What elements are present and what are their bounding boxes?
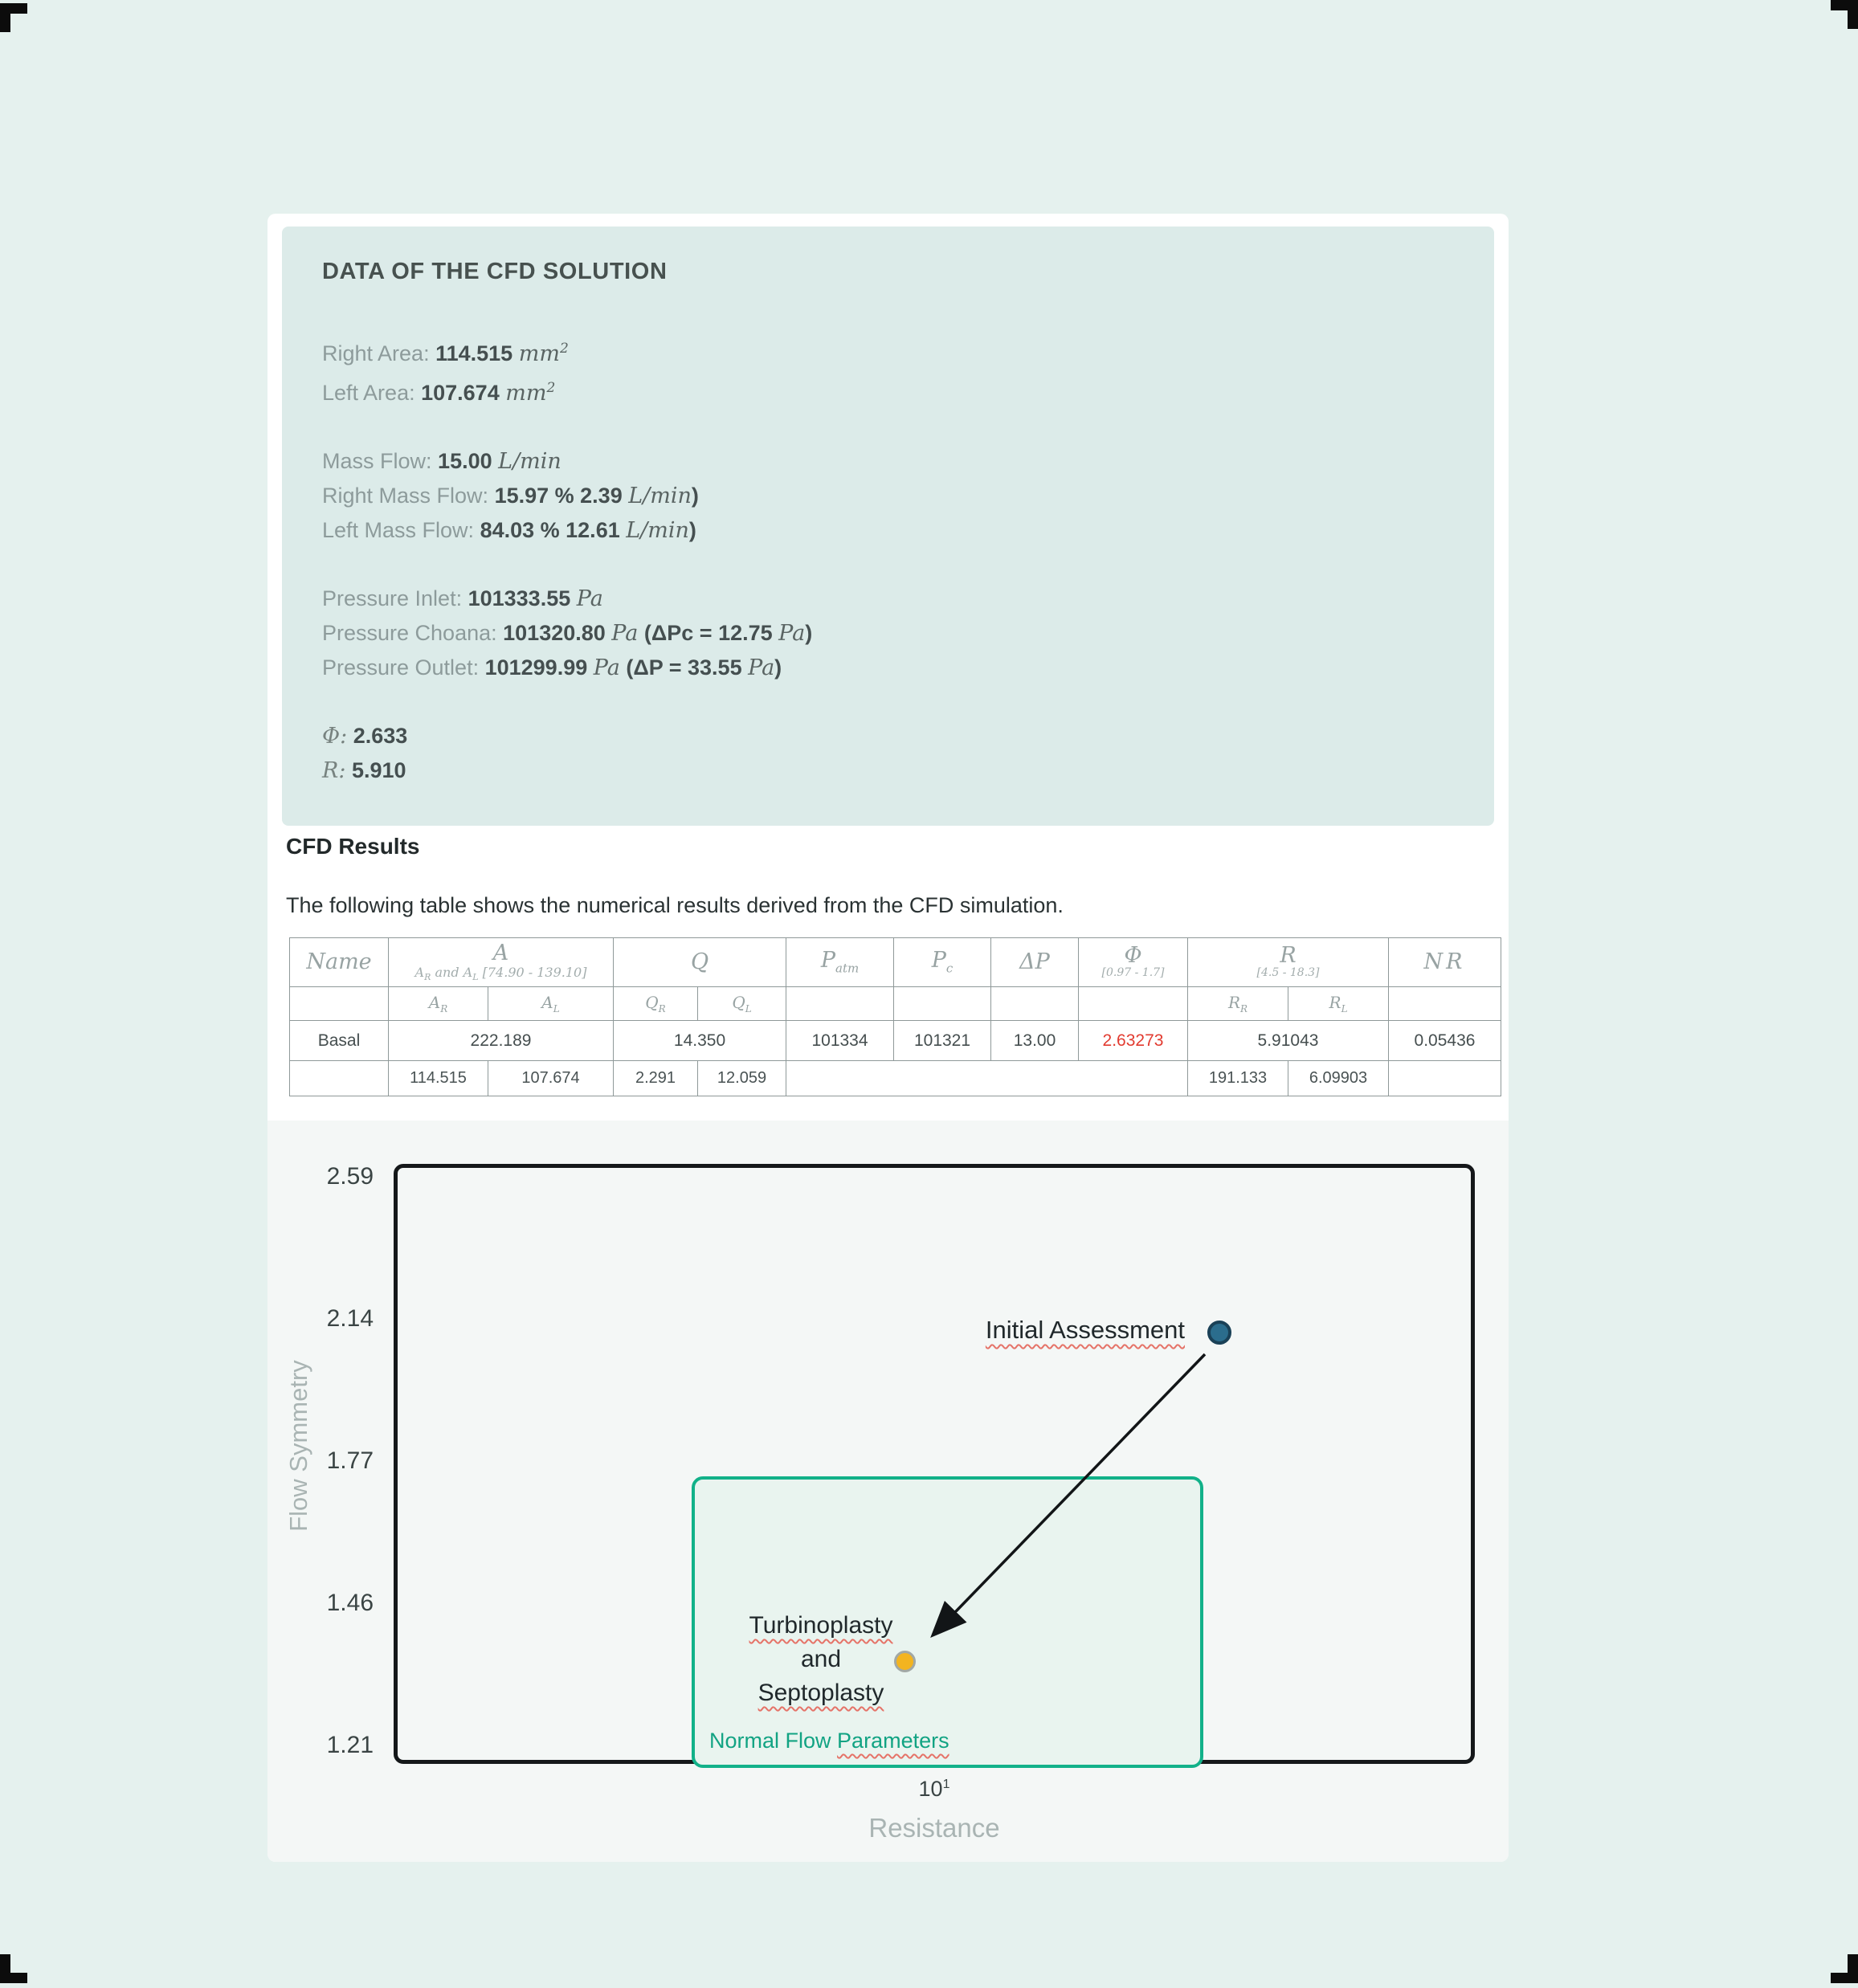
pressure-outlet-label: Pressure Outlet:: [322, 655, 480, 680]
col-dp: ΔP: [991, 938, 1079, 987]
col-resistance: R [4.5 - 18.3]: [1188, 938, 1389, 987]
detail-r-r: 191.133: [1188, 1061, 1288, 1096]
pressure-inlet-line: [322, 582, 1454, 616]
phi-line: [322, 719, 1454, 753]
results-description: The following table shows the numerical results derived from the CFD simulation.: [286, 893, 1064, 917]
basal-area: 222.189: [389, 1021, 614, 1061]
col-p-c: $P_c$: [894, 938, 991, 987]
left-area-line: [322, 371, 1454, 410]
pressure-inlet-unit: Pa: [576, 586, 603, 611]
y-tick-1-46: 1.46: [326, 1590, 374, 1616]
pressure-outlet-delta-unit: Pa: [748, 655, 775, 680]
right-mass-flow-line: [322, 479, 1454, 513]
x-tick-10: $10^1$: [918, 1777, 950, 1801]
left-mass-flow-line: [322, 513, 1454, 548]
initial-assessment-label[interactable]: Initial Assessment: [985, 1316, 1185, 1344]
left-area-value: 107.674: [421, 381, 500, 405]
pressure-outlet-value: 101299.99: [484, 655, 588, 680]
report-card: [267, 214, 1509, 1862]
right-area-label: Right Area:: [322, 341, 430, 365]
detail-r-l: 6.09903: [1288, 1061, 1389, 1096]
table-header-row: [290, 938, 1501, 987]
pressure-choana-close: ): [805, 621, 813, 645]
post-op-point[interactable]: [894, 1651, 916, 1672]
detail-a-l: 107.674: [488, 1061, 614, 1096]
y-axis-label: Flow Symmetry: [284, 1360, 312, 1532]
basal-nr: 0.05436: [1389, 1021, 1501, 1061]
crop-mark-bottom-right: [1831, 1954, 1858, 1983]
detail-q-l: 12.059: [698, 1061, 786, 1096]
post-op-label[interactable]: Turbinoplasty and Septoplasty: [749, 1612, 893, 1706]
initial-assessment-point[interactable]: [1207, 1321, 1231, 1345]
table-row-detail: [290, 1061, 1501, 1096]
y-tick-1-21: 1.21: [326, 1732, 374, 1758]
mass-flow-label: Mass Flow:: [322, 449, 432, 473]
pressure-outlet-unit: Pa: [593, 655, 620, 680]
detail-q-r: 2.291: [614, 1061, 698, 1096]
crop-mark-top-left: [0, 3, 27, 32]
right-mass-flow-suffix: ): [691, 484, 699, 508]
basal-p-atm: 101334: [786, 1021, 894, 1061]
col-phi: Φ [0.97 - 1.7]: [1079, 938, 1188, 987]
pressure-choana-unit: Pa: [611, 621, 639, 646]
r-line: [322, 753, 1454, 788]
basal-p-c: 101321: [894, 1021, 991, 1061]
mass-flow-line: [322, 444, 1454, 479]
coefficients-group: [322, 719, 1454, 788]
subcol-q-l: $Q_L$: [698, 987, 786, 1021]
y-tick-2-59: 2.59: [326, 1163, 374, 1190]
left-area-label: Left Area:: [322, 381, 415, 405]
mass-flow-value: 15.00: [438, 449, 492, 473]
x-axis-label: Resistance: [868, 1813, 1000, 1843]
subcol-q-r: $Q_R$: [614, 987, 698, 1021]
pressure-choana-line: [322, 616, 1454, 651]
crop-mark-top-right: [1831, 0, 1858, 29]
basal-phi-alert: 2.63273: [1079, 1021, 1188, 1061]
r-value: 5.910: [351, 758, 406, 782]
detail-empty-mid: [786, 1061, 1188, 1096]
right-area-value: 114.515: [435, 341, 513, 365]
pressure-outlet-close: ): [774, 655, 782, 680]
left-mass-flow-value: 84.03 % 12.61: [480, 518, 620, 542]
area-group: [322, 332, 1454, 410]
subcol-empty-name: [290, 987, 389, 1021]
results-heading: CFD Results: [286, 834, 420, 859]
col-p-atm: $P_{atm}$: [786, 938, 894, 987]
left-area-unit: $mm^2$: [505, 380, 556, 406]
subcol-empty-patm: [786, 987, 894, 1021]
pressure-choana-delta-unit: Pa: [778, 621, 806, 646]
right-area-line: [322, 332, 1454, 371]
phi-label: Φ:: [322, 724, 348, 749]
pressure-outlet-delta: (ΔP = 33.55: [626, 655, 742, 680]
results-table: [289, 937, 1501, 1096]
basal-resistance: 5.91043: [1188, 1021, 1389, 1061]
col-flow: Q: [614, 938, 786, 987]
y-tick-2-14: 2.14: [326, 1305, 374, 1332]
col-area-range: $A_R$ and $A_L$ [74.90 - 139.10]: [414, 964, 587, 982]
plot-area: [394, 1164, 1475, 1764]
subcol-empty-dp: [991, 987, 1079, 1021]
detail-a-r: 114.515: [389, 1061, 488, 1096]
left-mass-flow-unit: L/min: [626, 518, 689, 543]
pressure-choana-label: Pressure Choana:: [322, 621, 497, 645]
pressure-outlet-line: [322, 651, 1454, 685]
subcol-empty-phi: [1079, 987, 1188, 1021]
panel-title: DATA OF THE CFD SOLUTION: [322, 259, 668, 284]
right-mass-flow-unit: L/min: [628, 484, 692, 508]
left-mass-flow-label: Left Mass Flow:: [322, 518, 475, 542]
table-subheader-row: [290, 987, 1501, 1021]
pressure-choana-delta: (ΔPc = 12.75: [643, 621, 773, 645]
basal-flow: 14.350: [614, 1021, 786, 1061]
pressure-inlet-value: 101333.55: [468, 586, 571, 610]
pressure-group: [322, 582, 1454, 685]
phi-value: 2.633: [353, 724, 408, 748]
left-mass-flow-suffix: ): [688, 518, 696, 542]
r-label: R:: [322, 758, 346, 783]
subcol-a-r: $A_R$: [389, 987, 488, 1021]
basal-dp: 13.00: [991, 1021, 1079, 1061]
crop-mark-bottom-left: [0, 1954, 27, 1983]
detail-empty-nr: [1389, 1061, 1501, 1096]
right-area-unit: $mm^2$: [518, 341, 569, 366]
pressure-choana-value: 101320.80: [503, 621, 606, 645]
mass-flow-unit: L/min: [498, 449, 561, 474]
subcol-empty-nr: [1389, 987, 1501, 1021]
flow-group: [322, 444, 1454, 548]
col-nr: NR: [1389, 938, 1501, 987]
basal-name: Basal: [290, 1021, 389, 1061]
table-row-basal: [290, 1021, 1501, 1061]
subcol-r-l: $R_L$: [1288, 987, 1389, 1021]
pressure-inlet-label: Pressure Inlet:: [322, 586, 463, 610]
y-tick-1-77: 1.77: [326, 1447, 374, 1474]
subcol-r-r: $R_R$: [1188, 987, 1288, 1021]
col-area: A $A_R$ and $A_L$ [74.90 - 139.10]: [389, 938, 614, 987]
right-mass-flow-label: Right Mass Flow:: [322, 484, 489, 508]
detail-empty-name: [290, 1061, 389, 1096]
col-name: Name: [290, 938, 389, 987]
subcol-a-l: $A_L$: [488, 987, 614, 1021]
subcol-empty-pc: [894, 987, 991, 1021]
cfd-data-panel: [282, 227, 1494, 826]
right-mass-flow-value: 15.97 % 2.39: [494, 484, 623, 508]
scatter-chart: [267, 1121, 1509, 1862]
normal-parameters-label[interactable]: Normal Flow Parameters: [709, 1729, 949, 1753]
